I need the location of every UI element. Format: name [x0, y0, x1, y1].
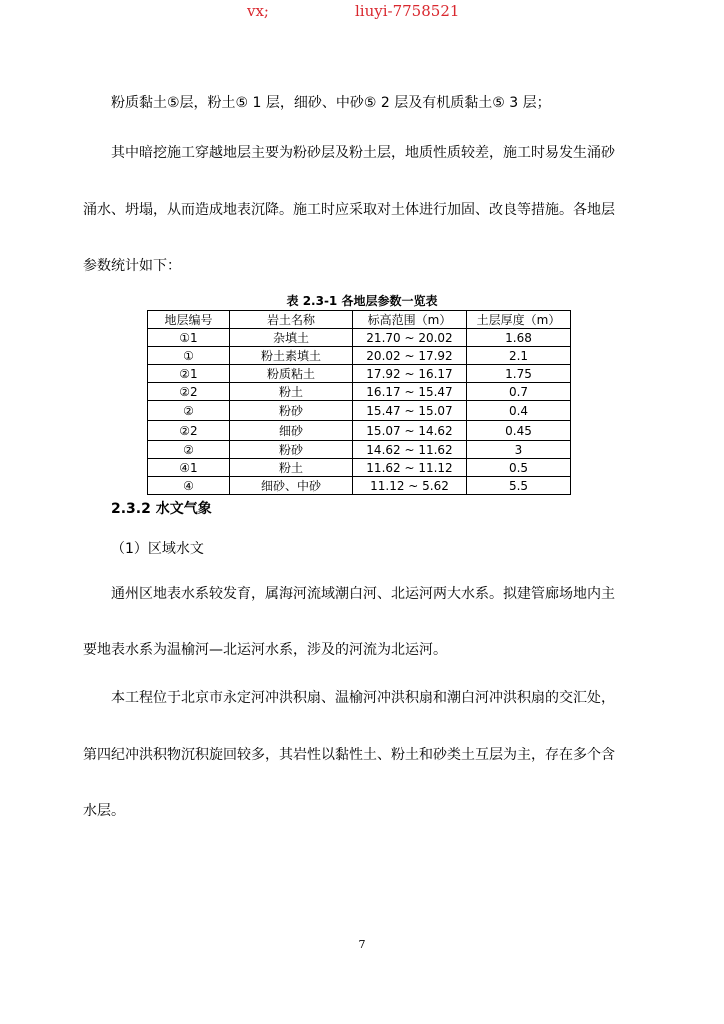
cell-layer-id: ①: [148, 347, 230, 365]
subsection-heading: （1）区域水文: [111, 541, 204, 557]
cell-soil-name: 细砂: [230, 421, 353, 441]
watermark-left: vx;: [247, 2, 269, 20]
cell-elevation: 21.70 ~ 20.02: [353, 329, 467, 347]
section-heading: 2.3.2 水文气象: [111, 501, 212, 517]
cell-soil-name: 杂填土: [230, 329, 353, 347]
paragraph-geology-2: 第四纪冲洪积物沉积旋回较多，其岩性以黏性土、粉土和砂类土互层为主，存在多个含: [83, 747, 615, 763]
cell-soil-name: 细砂、中砂: [230, 477, 353, 495]
cell-layer-id: ②2: [148, 421, 230, 441]
table-row: [148, 401, 571, 421]
paragraph-hydrology-1: 通州区地表水系较发育，属海河流域潮白河、北运河两大水系。拟建管廊场地内主: [111, 586, 615, 602]
paragraph-excavation-1: 其中暗挖施工穿越地层主要为粉砂层及粉土层，地质性质较差，施工时易发生涌砂: [111, 145, 615, 161]
table-row: [148, 347, 571, 365]
cell-thickness: 2.1: [467, 347, 571, 365]
cell-elevation: 11.12 ~ 5.62: [353, 477, 467, 495]
table-row: [148, 383, 571, 401]
cell-soil-name: 粉土素填土: [230, 347, 353, 365]
watermark-right: liuyi-7758521: [355, 2, 460, 20]
header-layer-id: 地层编号: [148, 311, 230, 329]
cell-thickness: 5.5: [467, 477, 571, 495]
cell-thickness: 0.5: [467, 459, 571, 477]
table-row: [148, 459, 571, 477]
cell-thickness: 1.75: [467, 365, 571, 383]
table-row: [148, 441, 571, 459]
cell-soil-name: 粉质粘土: [230, 365, 353, 383]
cell-thickness: 0.45: [467, 421, 571, 441]
paragraph-geology-3: 水层。: [83, 803, 125, 819]
cell-elevation: 11.62 ~ 11.12: [353, 459, 467, 477]
cell-elevation: 15.07 ~ 14.62: [353, 421, 467, 441]
cell-thickness: 0.7: [467, 383, 571, 401]
cell-elevation: 14.62 ~ 11.62: [353, 441, 467, 459]
cell-thickness: 0.4: [467, 401, 571, 421]
page-number: 7: [358, 938, 366, 951]
cell-elevation: 16.17 ~ 15.47: [353, 383, 467, 401]
cell-thickness: 1.68: [467, 329, 571, 347]
cell-elevation: 20.02 ~ 17.92: [353, 347, 467, 365]
table-row: [148, 365, 571, 383]
cell-layer-id: ④1: [148, 459, 230, 477]
cell-layer-id: ④: [148, 477, 230, 495]
header-soil-name: 岩土名称: [230, 311, 353, 329]
table-row: [148, 477, 571, 495]
cell-soil-name: 粉土: [230, 383, 353, 401]
cell-soil-name: 粉砂: [230, 441, 353, 459]
paragraph-geology-1: 本工程位于北京市永定河冲洪积扇、温榆河冲洪积扇和潮白河冲洪积扇的交汇处，: [111, 690, 615, 706]
paragraph-strata-list: 粉质黏土⑤层，粉土⑤ 1 层，细砂、中砂⑤ 2 层及有机质黏土⑤ 3 层；: [111, 95, 551, 111]
strata-table: [147, 310, 571, 495]
table-title: 表 2.3-1 各地层参数一览表: [286, 294, 438, 308]
cell-elevation: 17.92 ~ 16.17: [353, 365, 467, 383]
cell-layer-id: ②: [148, 401, 230, 421]
cell-thickness: 3: [467, 441, 571, 459]
cell-layer-id: ②1: [148, 365, 230, 383]
cell-layer-id: ②: [148, 441, 230, 459]
table-header-row: [148, 311, 571, 329]
cell-layer-id: ①1: [148, 329, 230, 347]
paragraph-excavation-3: 参数统计如下：: [83, 258, 181, 274]
table-row: [148, 421, 571, 441]
paragraph-excavation-2: 涌水、坍塌，从而造成地表沉降。施工时应采取对土体进行加固、改良等措施。各地层: [83, 202, 615, 218]
cell-soil-name: 粉土: [230, 459, 353, 477]
watermark: [0, 2, 724, 22]
paragraph-hydrology-2: 要地表水系为温榆河—北运河水系，涉及的河流为北运河。: [83, 642, 447, 658]
table-row: [148, 329, 571, 347]
header-thickness: 土层厚度（m）: [467, 311, 571, 329]
cell-soil-name: 粉砂: [230, 401, 353, 421]
cell-layer-id: ②2: [148, 383, 230, 401]
header-elevation: 标高范围（m）: [353, 311, 467, 329]
cell-elevation: 15.47 ~ 15.07: [353, 401, 467, 421]
